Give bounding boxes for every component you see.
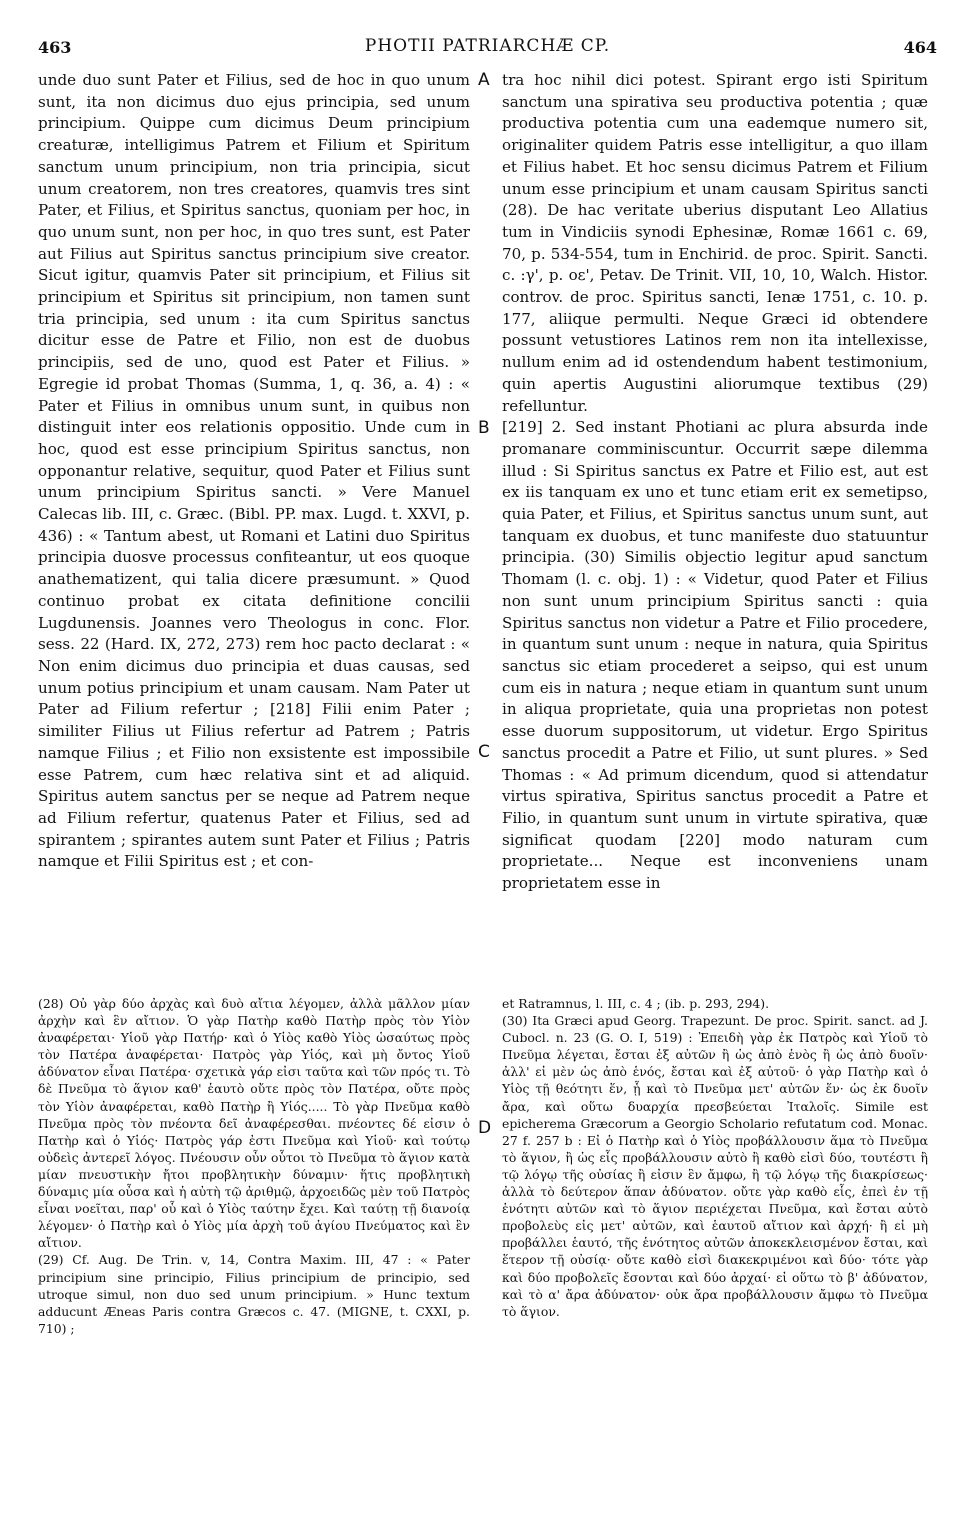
footnote-29-continued: et Ratramnus, l. III, c. 4 ; (ib. p. 293, 294). bbox=[502, 996, 770, 1011]
margin-marker-b: B bbox=[478, 418, 490, 438]
page-number-right: 464 bbox=[903, 38, 937, 57]
footnote-30: (30) Ita Græci apud Georg. Trapezunt. De proc. Spirit. sanct. ad J. Cubocl. n. 23 (G. O. I, 519) : Ἐπειδὴ γὰρ ἐκ Πατρὸς καὶ Υἱοῦ τὸ Πνεῦμα λέγεται, ἔσται ἐξ αὐτῶν ἢ ὡς ἀπὸ ἑνὸς ἢ ὡς ἀπὸ δυοῖν· ἀλλ' εἰ μὲν ὡς ἀπὸ ἑνός, ἔσται καὶ ἐξ αὐτοῦ· ὁ γὰρ Πατὴρ καὶ ὁ Υἱὸς τῇ θεότητι ἕν, ᾗ καὶ τὸ Πνεῦμα μετ' αὐτῶν ἕν· ὡς ἐκ δυοῖν ἄρα, καὶ οὕτω δυαρχία πρεσβεύεται Ἰταλοῖς. Simile est epicherema Græcorum a Georgio Scholario refutatum cod. Monac. 27 f. 257 b : Εἰ ὁ Πατὴρ καὶ ὁ Υἱὸς προβάλλουσιν ἅμα τὸ Πνεῦμα τὸ ἅγιον, ἢ ὡς εἷς προβάλλουσιν αὐτὸ ἢ καθὸ εἰσὶ δύο, τουτέστι ἢ τῷ λόγῳ τῆς οὐσίας ἢ εἰσιν ἓν ἄμφω, ἢ τῷ λόγῳ τῆς διακρίσεως· ἀλλὰ τὸ δεύτερον ἅπαν ἀδύνατον. οὔτε γὰρ καθὸ εἷς, ἐπεὶ ἐν τῇ ἑνότητι αὐτῶν καὶ τὸ ἅγιον περιέχεται Πνεῦμα, καὶ ἔσται αὐτὸ προβολεὺς εἰς μετ' αὐτῶν, καὶ ἑαυτοῦ αἴτιον καὶ ἀρχή· ἢ εἰ μὴ προβάλλει ἑαυτό, τῆς ἑνότητος αὐτῶν ἀποκεκλεισμένον ἔσται, καὶ ἕτερον τῇ οὐσίᾳ· οὔτε καθὸ εἰσὶ διακεκριμένοι καὶ δύο· τότε γὰρ καὶ δύο προβολεῖς ἔσονται καὶ δύο ἀρχαί· εἰ οὕτω τὸ β' ἀδύνατον, καὶ τὸ α' ἄρα ἀδύνατον· οὐκ ἄρα προβάλλουσιν ἄμφω τὸ Πνεῦμα τὸ ἅγιον. bbox=[502, 1013, 928, 1319]
footnote-28: (28) Οὐ γὰρ δύο ἀρχὰς καὶ δυὸ αἴτια λέγομεν, ἀλλὰ μᾶλλον μίαν ἀρχὴν καὶ ἓν αἴτιον. Ὁ γὰρ Πατὴρ καθὸ Πατὴρ πρὸς τὸν Υἱὸν ἀναφέρεται· Υἱοῦ γὰρ Πατήρ· καὶ ὁ Υἱὸς καθὸ Υἱὸς ὡσαύτως πρὸς τὸν Πατέρα ἀναφέρεται· Πατρὸς γὰρ Υἱός, καὶ μὴ ὄντος Υἱοῦ ἀδύνατον εἶναι Πατέρα· σχετικὰ γάρ εἰσι ταῦτα καὶ τῶν πρός τι. Τὸ δὲ Πνεῦμα τὸ ἅγιον καθ' ἑαυτὸ οὔτε πρὸς τὸν Πατέρα, οὔτε πρὸς τὸν Υἱὸν ἀναφέρεται, καθὸ Πατὴρ ἢ Υἱός..... Τὸ γὰρ Πνεῦμα καθὸ Πνεῦμα πρὸς τὸν πνέοντα δεῖ ἀναφέρεσθαι. πνέοντες δέ εἰσιν ὁ Πατὴρ καὶ ὁ Υἱός· Πατρὸς γάρ ἐστι Πνεῦμα καὶ Υἱοῦ· καὶ τούτῳ οὐδεὶς ἀντερεῖ λόγος. Πνέουσιν οὖν οὗτοι τὸ Πνεῦμα τὸ ἅγιον κατὰ μίαν πνευστικὴν ἤτοι προβλητικὴν δύναμιν· ἥτις προβλητικὴ δύναμις μία οὖσα καὶ ἡ αὐτὴ τῷ ἀριθμῷ, ἀρχοειδῶς μὲν τοῦ Πατρὸς εἶναι νοεῖται, παρ' οὗ καὶ ὁ Υἱὸς ταύτην ἔχει. Καὶ ταύτῃ τῇ διανοίᾳ λέγομεν· ὁ Πατὴρ καὶ ὁ Υἱὸς μία ἀρχὴ τοῦ ἁγίου Πνεύματος καὶ ἓν αἴτιον. bbox=[38, 996, 470, 1251]
main-text-right-column bbox=[502, 70, 928, 895]
main-paragraph: unde duo sunt Pater et Filius, sed de hoc in quo unum sunt, ita non dicimus duo ejus principia, sed unum principium. Quippe cum dicimus Deum principium creaturæ, intelligimus Patrem et Filium et Spiritum sanctum unum principium, non tria principia, sicut unum creatorem, non tres creatores, quamvis tres sint Pater, et Filius, et Spiritus sanctus, quoniam per hoc, in quo unum sunt, non per hoc, in quo tres sunt, est Pater aut Filius aut Spiritus sanctus principium sive creator. Sicut igitur, quamvis Pater sit principium, et Filius sit principium et Spiritus sit principium, non tamen sunt tria principia, sed unum : ita cum Spiritus sanctus dicitur esse de Patre et Filio, non est de duobus principiis, sed de uno, quod est Pater et Filius. » Egregie id probat Thomas (Summa, 1, q. 36, a. 4) : « Pater et Filius in omnibus unum sunt, in quibus non distinguit inter eos relationis oppositio. Unde cum in hoc, quod est esse principium Spiritus sanctus, non opponantur relative, sequitur, quod Pater et Filius sunt unum principium Spiritus sancti. » Vere Manuel Calecas lib. III, c. Græc. (Bibl. PP. max. Lugd. t. XXVI, p. 436) : « Tantum abest, ut Romani et Latini duo Spiritus principia duosve processus confiteantur, ut eos quoque anathematizent, qui talia dicere præsumunt. » Quod continuo probat ex citata definitione concilii Lugdunensis. Joannes vero Theologus in conc. Flor. sess. 22 (Hard. IX, 272, 273) rem hoc pacto declarat : « Non enim dicimus duo principia et duas causas, sed unum potius principium et unam causam. Nam Pater ut Pater ad Filium refertur ; [218] Filii enim Pater ; similiter Filius ut Filius refertur ad Patrem ; Patris namque Filius ; et Filio non exsistente est impossibile esse Patrem, cum hæc relativa sint et ad aliquid. Spiritus autem sanctus per se neque ad Patrem neque ad Filium refertur, quatenus Pater et Filius, sed ad spirantem ; spirantes autem sunt Pater et Filius ; Patris namque et Filii Spiritus est ; et con- bbox=[38, 71, 470, 871]
margin-marker-d: D bbox=[478, 1118, 492, 1138]
footnotes-right-column bbox=[502, 995, 928, 1320]
footnote-29: (29) Cf. Aug. De Trin. v, 14, Contra Maxim. III, 47 : « Pater principium sine principio, Filius principium de principio, sed utroque simul, non duo sed unum principium. » Hunc textum adducunt Æneas Paris contra Græcos c. 47. (MIGNE, t. CXXI, p. 710) ; bbox=[38, 1252, 470, 1336]
main-text-left-column bbox=[38, 70, 470, 873]
margin-marker-c: C bbox=[478, 742, 490, 762]
running-title: PHOTII PATRIARCHÆ CP. bbox=[364, 36, 611, 56]
page-number-left: 463 bbox=[38, 38, 72, 57]
main-paragraph: tra hoc nihil dici potest. Spirant ergo isti Spiritum sanctum una spirativa seu productiva potentia ; quæ productiva potentia cum una eademque numero sit, originaliter quidem Patris esse intelligitur, a quo illam et Filius habet. Et hoc sensu dicimus Patrem et Filium unum esse principium et unam causam Spiritus sancti (28). De hac veritate uberius disputant Leo Allatius tum in Vindiciis synodi Ephesinæ, Romæ 1661 c. 69, 70, p. 534-554, tum in Enchirid. de proc. Spirit. Sancti. c. :γ', p. οε', Petav. De Trinit. VII, 10, 10, Walch. Histor. controv. de proc. Spiritus sancti, Ienæ 1751, c. 10. p. 177, aliique permulti. Neque Græci id obtendere possunt vetustiores Latinos rem non ita intellexisse, nullum enim ad id ostendendum habent testimonium, quin apertis Augustini aliorumque textibus (29) refelluntur. bbox=[502, 71, 928, 415]
margin-marker-a: A bbox=[478, 70, 490, 90]
page-header bbox=[38, 30, 937, 60]
main-paragraph: [219] 2. Sed instant Photiani ac plura absurda inde promanare comminiscuntur. Occurrit sæpe dilemma illud : Si Spiritus sanctus ex Patre et Filio est, aut est ex iis tanquam ex uno et tunc etiam erit ex semetipso, quia Pater, et Filius, et Spiritus sanctus unum sunt, aut tanquam ex duobus, et tunc manifeste duo statuuntur principia. (30) Similis objectio legitur apud sanctum Thomam (l. c. obj. 1) : « Videtur, quod Pater et Filius non sunt unum principium Spiritus sancti : quia Spiritus sanctus non videtur a Patre et Filio procedere, in quantum sunt unum : neque in natura, quia Spiritus sanctus sic etiam procederet a seipso, qui est unum cum eis in natura ; neque etiam in quantum sunt unum in aliqua proprietate, quia una proprietas non potest esse duorum suppositorum, ut videtur. Ergo Spiritus sanctus procedit a Patre et Filio, ut sunt plures. » Sed Thomas : « Ad primum dicendum, quod si attendatur virtus spirativa, Spiritus sanctus procedit a Patre et Filio, in quantum sunt unum in virtute spirativa, quæ significat quodam [220] modo naturam cum proprietate... Neque est inconveniens unam proprietatem esse in bbox=[502, 418, 928, 893]
footnotes-left-column bbox=[38, 995, 470, 1337]
